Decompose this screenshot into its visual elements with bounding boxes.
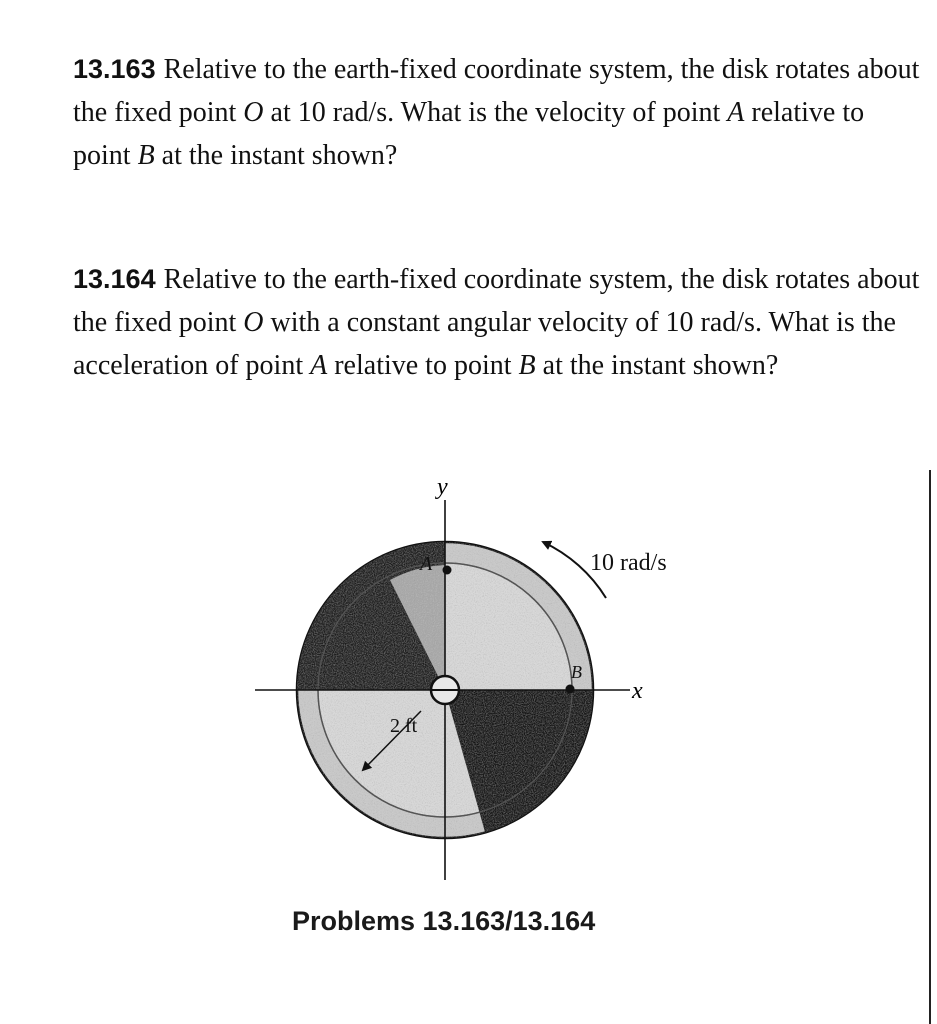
- figure-caption: Problems 13.163/13.164: [292, 906, 596, 936]
- origin-label: O: [466, 701, 481, 723]
- angular-velocity-label: 10 rad/s: [590, 550, 667, 576]
- text-segment: Relative to the earth-fixed coordinate system, the disk rotates about the fixed point: [73, 264, 920, 338]
- text-segment: relative to point: [327, 350, 519, 381]
- page-edge: [929, 470, 931, 1024]
- problem-13-163: [73, 48, 923, 177]
- text-segment: at the instant shown?: [154, 140, 398, 171]
- text-segment: relative to point: [73, 97, 865, 171]
- problem-text: [73, 264, 919, 381]
- rotating-disk-figure: [240, 470, 720, 890]
- point-b-label: B: [571, 662, 582, 682]
- problem-number: 13.163: [73, 54, 156, 84]
- x-axis-label: x: [632, 678, 643, 704]
- radius-label: 2 ft: [390, 715, 418, 737]
- math-symbol: A: [727, 97, 745, 128]
- math-symbol: B: [137, 140, 155, 171]
- problem-13-164: [73, 258, 923, 387]
- point-a-dot: [443, 566, 452, 575]
- math-symbol: B: [518, 350, 536, 381]
- problem-text: [73, 54, 919, 171]
- math-symbol: O: [243, 307, 264, 338]
- y-axis-label: y: [437, 474, 448, 500]
- point-a-label: A: [420, 553, 433, 575]
- math-symbol: O: [243, 97, 264, 128]
- text-segment: at 10 rad/s. What is the velocity of point: [263, 97, 728, 128]
- math-symbol: A: [310, 350, 328, 381]
- point-b-dot: [566, 685, 575, 694]
- text-segment: at the instant shown?: [535, 350, 779, 381]
- text-segment: Relative to the earth-fixed coordinate system, the disk rotates about the fixed point: [73, 54, 920, 128]
- problem-number: 13.164: [73, 264, 156, 294]
- text-segment: with a constant angular velocity of 10 rad/s. What is the acceleration of point: [73, 307, 896, 381]
